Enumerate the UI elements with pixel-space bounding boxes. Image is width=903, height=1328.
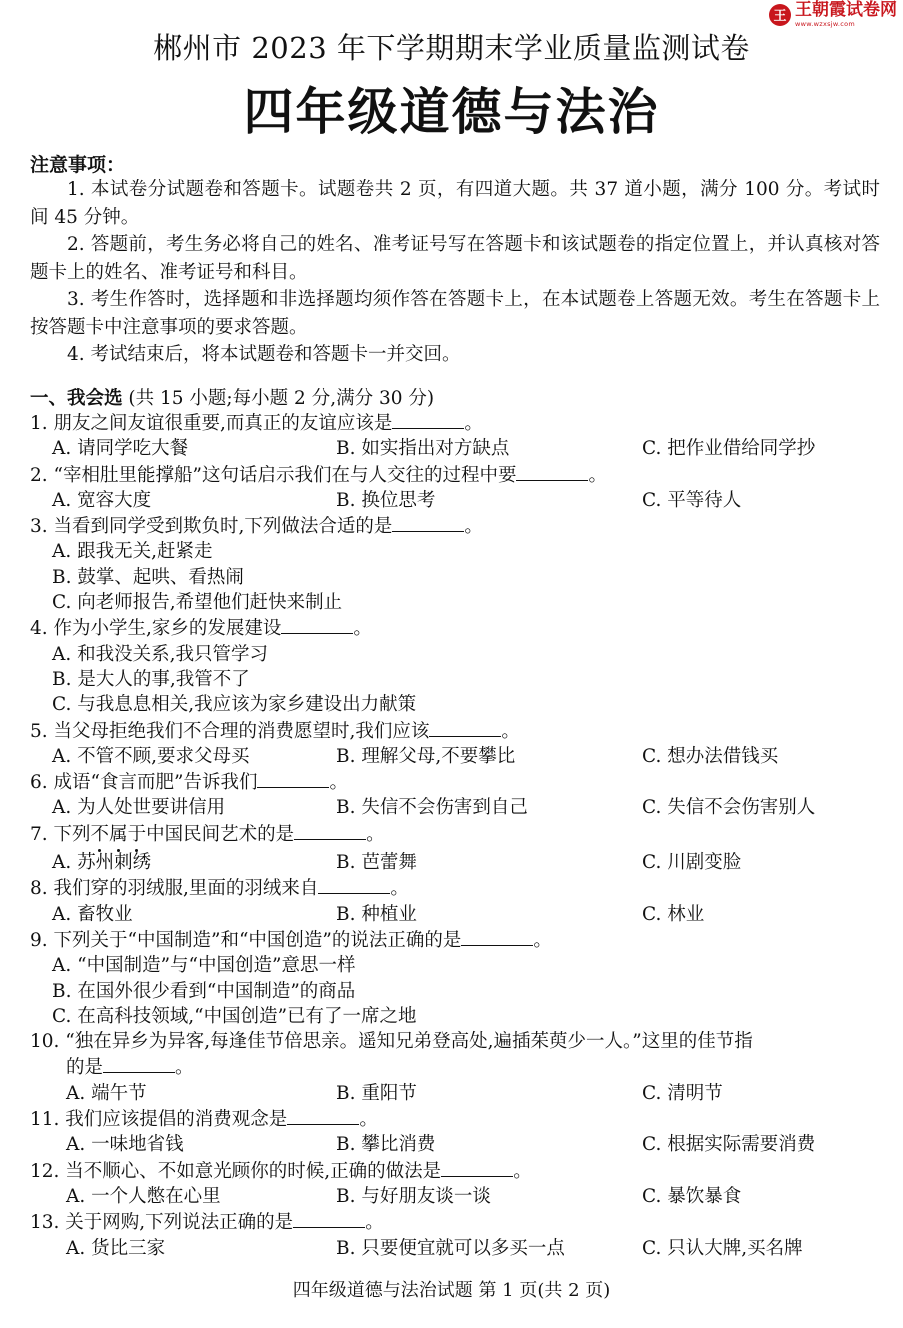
option-a: A. 一个人憋在心里: [66, 1185, 221, 1207]
subject-title: 四年级道德与法治: [243, 83, 660, 141]
answer-blank: [392, 410, 464, 429]
logo-name: 王朝霞试卷网: [795, 0, 897, 20]
notice-body: [30, 176, 880, 369]
option-b: B. 在国外很少看到“中国制造”的商品: [52, 980, 356, 1002]
question: [30, 927, 880, 1029]
question-stem-post: 中国民间艺术的是: [146, 823, 295, 845]
answer-blank: [429, 718, 501, 737]
question-stem: 5. 当父母拒绝我们不合理的消费愿望时,我们应该: [30, 720, 430, 742]
option-c: C. 暴饮暴食: [642, 1185, 742, 1207]
option-c: C. 只认大牌,买名牌: [642, 1237, 803, 1259]
question: [30, 718, 880, 770]
question: [30, 513, 880, 615]
option-a: A. 苏州刺绣: [52, 852, 152, 874]
option-c: C. 在高科技领域,“中国创造”已有了一席之地: [52, 1005, 417, 1027]
question-stem-pre: 7. 下列: [30, 823, 91, 845]
option-a: A. “中国制造”与“中国创造”意思一样: [52, 955, 356, 977]
option-c: C. 平等待人: [642, 489, 742, 511]
question: [30, 1029, 880, 1106]
question: [30, 1209, 880, 1261]
option-a: A. 端午节: [66, 1082, 147, 1104]
option-b: B. 失信不会伤害到自己: [336, 797, 528, 819]
publisher-logo: [769, 2, 897, 28]
stem-end: 。: [353, 618, 372, 640]
option-c: C. 向老师报告,希望他们赶快来制止: [52, 592, 343, 614]
question: [30, 410, 880, 462]
question-stem-cont: 的是: [66, 1057, 104, 1079]
stem-end: 。: [359, 1109, 378, 1131]
option-a: A. 畜牧业: [52, 903, 133, 925]
stem-end: 。: [501, 720, 520, 742]
stem-end: 。: [175, 1057, 194, 1079]
option-a: A. 和我没关系,我只管学习: [52, 643, 269, 665]
question-stem: 6. 成语“食言而肥”告诉我们: [30, 772, 258, 794]
answer-blank: [294, 821, 366, 840]
option-c: C. 把作业借给同学抄: [642, 438, 816, 460]
question-stem: 1. 朋友之间友谊很重要,而真正的友谊应该是: [30, 413, 393, 434]
exam-title: 郴州市 2023 年下学期期末学业质量监测试卷: [153, 31, 750, 65]
stem-end: 。: [366, 823, 385, 845]
question-stem: 12. 当不顺心、不如意光顾你的时候,正确的做法是: [30, 1160, 442, 1182]
answer-blank: [441, 1158, 513, 1177]
stem-end: 。: [464, 516, 483, 538]
answer-blank: [318, 875, 390, 894]
question-stem: 8. 我们穿的羽绒服,里面的羽绒来自: [30, 878, 319, 900]
question-stem: 11. 我们应该提倡的消费观念是: [30, 1109, 288, 1131]
option-b: B. 攀比消费: [336, 1134, 436, 1156]
question-stem: 13. 关于网购,下列说法正确的是: [30, 1212, 294, 1234]
logo-mark: 王: [769, 4, 791, 26]
option-c: C. 想办法借钱买: [642, 745, 779, 767]
option-a: A. 宽容大度: [52, 489, 152, 511]
answer-blank: [516, 462, 588, 481]
question: [30, 462, 880, 514]
option-c: C. 林业: [642, 903, 705, 925]
option-b: B. 与好朋友谈一谈: [336, 1185, 491, 1207]
option-c: C. 清明节: [642, 1082, 723, 1104]
stem-end: 。: [464, 413, 483, 434]
option-b: B. 只要便宜就可以多买一点: [336, 1237, 565, 1259]
stem-end: 。: [588, 464, 607, 486]
question: [30, 875, 880, 927]
stem-end: 。: [390, 878, 409, 900]
question: [30, 769, 880, 821]
option-a: A. 货比三家: [66, 1237, 166, 1259]
answer-blank: [287, 1106, 359, 1125]
stem-end: 。: [365, 1212, 384, 1234]
option-b: B. 是大人的事,我管不了: [52, 668, 250, 690]
option-a: A. 一味地省钱: [66, 1134, 184, 1156]
answer-blank: [281, 615, 353, 634]
section-heading: [30, 384, 434, 410]
question: [30, 615, 880, 717]
answer-blank: [103, 1054, 175, 1073]
question: [30, 1158, 880, 1210]
option-c: C. 与我息息相关,我应该为家乡建设出力献策: [52, 694, 417, 716]
option-c: C. 失信不会伤害别人: [642, 797, 816, 819]
stem-end: 。: [513, 1160, 532, 1182]
emphasis-char: 不: [91, 822, 110, 847]
stem-end: 。: [329, 772, 348, 794]
option-c: C. 川剧变脸: [642, 852, 742, 874]
page-footer: 四年级道德与法治试题 第 1 页(共 2 页): [292, 1280, 611, 1301]
question: [30, 821, 880, 876]
option-b: B. 换位思考: [336, 489, 436, 511]
option-a: A. 为人处世要讲信用: [52, 797, 226, 819]
notice-item: 3. 考生作答时，选择题和非选择题均须作答在答题卡上，在本试题卷上答题无效。考生在答题卡上按答题卡中注意事项的要求答题。: [30, 289, 880, 338]
emphasis-char: 于: [128, 822, 147, 847]
notice-item: 1. 本试卷分试题卷和答题卡。试题卷共 2 页，有四道大题。共 37 道小题，满分 100 分。考试时间 45 分钟。: [30, 179, 880, 228]
option-b: B. 芭蕾舞: [336, 852, 417, 874]
emphasis-char: 属: [109, 822, 128, 847]
logo-url: www.wzxsjw.com: [795, 20, 856, 28]
option-a: A. 不管不顾,要求父母买: [52, 745, 250, 767]
question: [30, 1106, 880, 1158]
option-a: A. 跟我无关,赶紧走: [52, 541, 213, 563]
notice-heading: 注意事项：: [30, 154, 126, 176]
answer-blank: [461, 927, 533, 946]
question-stem: 3. 当看到同学受到欺负时,下列做法合适的是: [30, 516, 393, 538]
option-a: A. 请同学吃大餐: [52, 438, 189, 460]
notice-item: 2. 答题前，考生务必将自己的姓名、准考证号写在答题卡和该试题卷的指定位置上，并认真核对答题卡上的姓名、准考证号和科目。: [30, 234, 880, 283]
notice-item: 4. 考试结束后，将本试题卷和答题卡一并交回。: [67, 344, 461, 365]
answer-blank: [257, 769, 329, 788]
question-stem: 10. “独在异乡为异客,每逢佳节倍思亲。遥知兄弟登高处,遍插茱萸少一人。”这里的佳节指: [30, 1031, 753, 1053]
option-b: B. 理解父母,不要攀比: [336, 745, 516, 767]
question-stem: 9. 下列关于“中国制造”和“中国创造”的说法正确的是: [30, 929, 462, 951]
section-title: 一、我会选: [30, 388, 123, 409]
question-stem: 4. 作为小学生,家乡的发展建设: [30, 618, 282, 640]
answer-blank: [392, 513, 464, 532]
answer-blank: [293, 1209, 365, 1228]
question-list: [30, 410, 880, 1261]
option-b: B. 如实指出对方缺点: [336, 438, 510, 460]
option-b: B. 鼓掌、起哄、看热闹: [52, 566, 244, 588]
stem-end: 。: [533, 929, 552, 951]
section-desc: (共 15 小题;每小题 2 分,满分 30 分): [128, 388, 435, 409]
option-c: C. 根据实际需要消费: [642, 1134, 816, 1156]
option-b: B. 种植业: [336, 903, 417, 925]
option-b: B. 重阳节: [336, 1082, 417, 1104]
question-stem: 2. “宰相肚里能撑船”这句话启示我们在与人交往的过程中要: [30, 464, 517, 486]
